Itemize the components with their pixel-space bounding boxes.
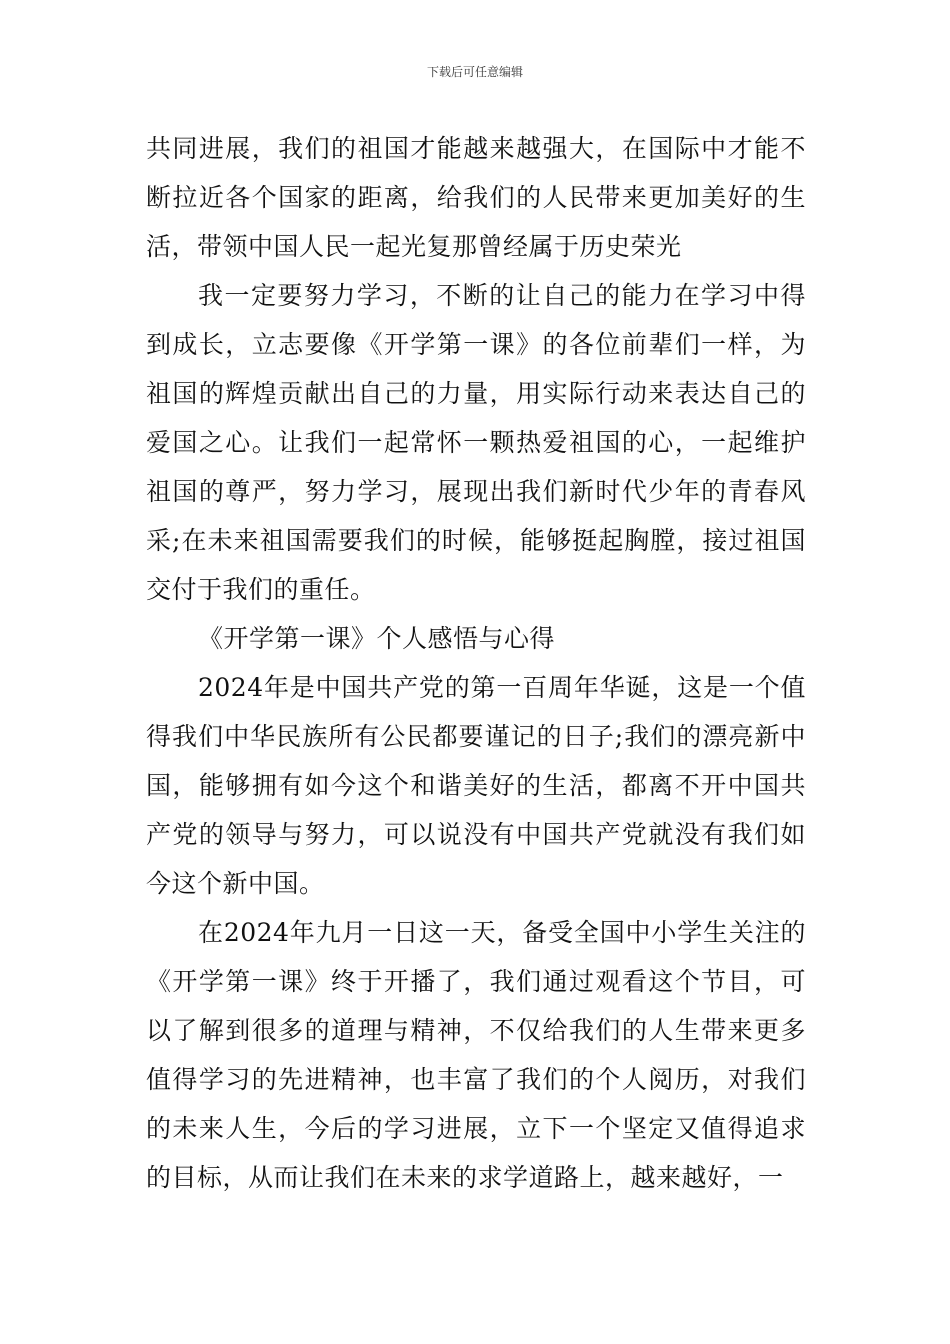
- section-heading: 《开学第一课》个人感悟与心得: [198, 624, 556, 653]
- paragraph-party-centenary: 2024年是中国共产党的第一百周年华诞，这是一个值得我们中华民族所有公民都要谨记的日子;我们的漂亮新中国，能够拥有如今这个和谐美好的生活，都离不开中国共产党的领导与努力，可以说没有中国共产党就没有我们如今这个新中国。: [146, 673, 806, 898]
- page-header-note: 下载后可任意编辑: [426, 65, 523, 79]
- paragraph-study-pledge: 我一定要努力学习，不断的让自己的能力在学习中得到成长，立志要像《开学第一课》的各位前辈们一样，为祖国的辉煌贡献出自己的力量，用实际行动来表达自己的爱国之心。让我们一起常怀一颗热爱祖国的心，一起维护祖国的尊严，努力学习，展现出我们新时代少年的青春风采;在未来祖国需要我们的时候，能够挺起胸膛，接过祖国交付于我们的重任。: [146, 281, 806, 604]
- paragraph-first-lesson: 在2024年九月一日这一天，备受全国中小学生关注的《开学第一课》终于开播了，我们通过观看这个节目，可以了解到很多的道理与精神，不仅给我们的人生带来更多值得学习的先进精神，也丰富了我们的个人阅历，对我们的未来人生，今后的学习进展，立下一个坚定又值得追求的目标，从而让我们在未来的求学道路上，越来越好，一: [146, 918, 806, 1192]
- paragraph-continuation: 共同进展，我们的祖国才能越来越强大，在国际中才能不断拉近各个国家的距离，给我们的人民带来更加美好的生活，带领中国人民一起光复那曾经属于历史荣光: [146, 134, 806, 261]
- document-body: [146, 124, 806, 1202]
